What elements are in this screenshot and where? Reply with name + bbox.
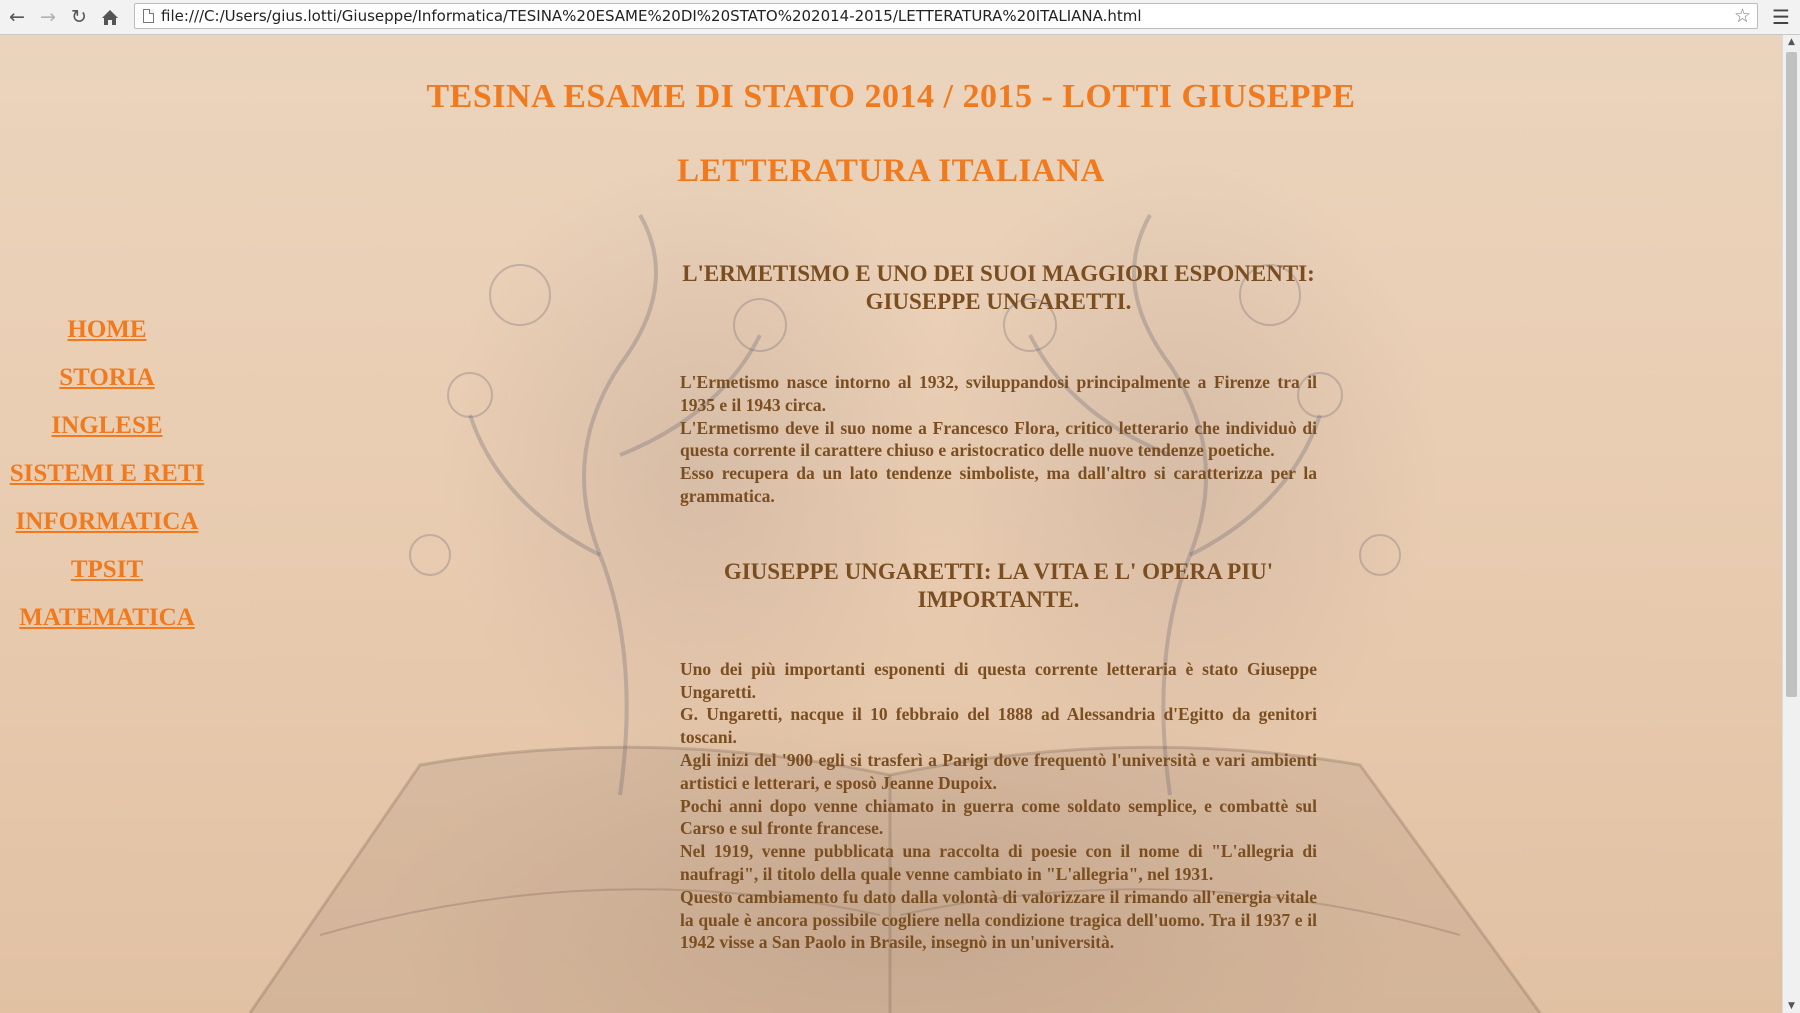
page-viewport xyxy=(0,35,1782,1013)
nav-link-informatica[interactable]: INFORMATICA xyxy=(15,508,199,535)
paragraph-line: L'Ermetismo deve il suo nome a Francesco Flora, critico letterario che individuò di questa corrente il carattere chiuso e aristocratico delle nuove tendenze poetiche. xyxy=(680,417,1317,461)
vertical-scrollbar[interactable] xyxy=(1782,35,1800,1013)
nav-link-storia[interactable]: STORIA xyxy=(59,364,155,391)
nav-link-sistemi-e-reti[interactable]: SISTEMI E RETI xyxy=(9,460,205,487)
nav-link-matematica[interactable]: MATEMATICA xyxy=(19,604,195,631)
paragraph-line: Esso recupera da un lato tendenze simboliste, ma dall'altro si caratterizza per la grammatica. xyxy=(680,463,1317,506)
scrollbar-thumb[interactable] xyxy=(1786,52,1797,697)
heading-ungaretti: GIUSEPPE UNGARETTI: LA VITA E L' OPERA PIU' IMPORTANTE. xyxy=(723,558,1274,612)
paragraph-line: Questo cambiamento fu dato dalla volontà di valorizzare il rimando all'energia vitale la quale è ancora possibile cogliere nella condizione tragica dell'uomo. Tra il 1937 e il 1942 visse a San Paolo in Brasile, insegnò in un'università. xyxy=(680,886,1317,953)
nav-link-home[interactable]: HOME xyxy=(67,316,147,343)
site-title: TESINA ESAME DI STATO 2014 / 2015 - LOTTI GIUSEPPE xyxy=(426,78,1356,115)
nav-link-tpsit[interactable]: TPSIT xyxy=(70,556,144,583)
paragraph-line: Pochi anni dopo venne chiamato in guerra come soldato semplice, e combattè sul Carso e sul fronte francese. xyxy=(680,795,1317,839)
back-arrow-icon[interactable]: ← xyxy=(9,6,25,28)
paragraph-ermetismo xyxy=(680,371,1317,508)
reload-icon[interactable]: ↻ xyxy=(71,6,87,28)
main-content xyxy=(680,260,1317,954)
hamburger-menu-icon[interactable]: ☰ xyxy=(1772,5,1790,29)
paragraph-line: Nel 1919, venne pubblicata una raccolta di poesie con il nome di "L'allegria di naufragi", il titolo della quale venne cambiato in "L'allegria", nel 1931. xyxy=(680,841,1317,884)
paragraph-line: G. Ungaretti, nacque il 10 febbraio del 1888 ad Alessandria d'Egitto da genitori toscani. xyxy=(680,704,1317,748)
home-icon[interactable] xyxy=(97,4,123,30)
paragraph-line: L'Ermetismo nasce intorno al 1932, sviluppandosi principalmente a Firenze tra il 1935 e il 1943 circa. xyxy=(680,372,1317,415)
url-text[interactable]: file:///C:/Users/gius.lotti/Giuseppe/Informatica/TESINA%20ESAME%20DI%20STATO%202014-2015/LETTERATURA%20ITALIANA.html xyxy=(161,7,1142,25)
star-icon[interactable]: ☆ xyxy=(1733,5,1751,27)
paragraph-line: Uno dei più importanti esponenti di questa corrente letteraria è stato Giuseppe Ungaretti. xyxy=(680,658,1317,702)
page-icon xyxy=(143,9,154,23)
scroll-up-arrow-icon[interactable]: ▲ xyxy=(1788,37,1795,47)
address-bar[interactable] xyxy=(134,3,1758,29)
scroll-down-arrow-icon[interactable]: ▼ xyxy=(1788,1001,1795,1011)
forward-arrow-icon[interactable]: → xyxy=(40,6,56,28)
paragraph-ungaretti xyxy=(680,658,1317,954)
heading-ermetismo: L'ERMETISMO E UNO DEI SUOI MAGGIORI ESPONENTI: GIUSEPPE UNGARETTI. xyxy=(682,261,1315,314)
paragraph-line: Agli inizi del '900 egli si trasferì a Parigi dove frequentò l'università e vari ambienti artistici e letterari, e sposò Jeanne Dupoix. xyxy=(680,749,1317,793)
browser-toolbar xyxy=(0,0,1800,35)
side-navigation xyxy=(0,306,214,642)
section-title: LETTERATURA ITALIANA xyxy=(677,153,1105,189)
nav-link-inglese[interactable]: INGLESE xyxy=(51,412,163,439)
